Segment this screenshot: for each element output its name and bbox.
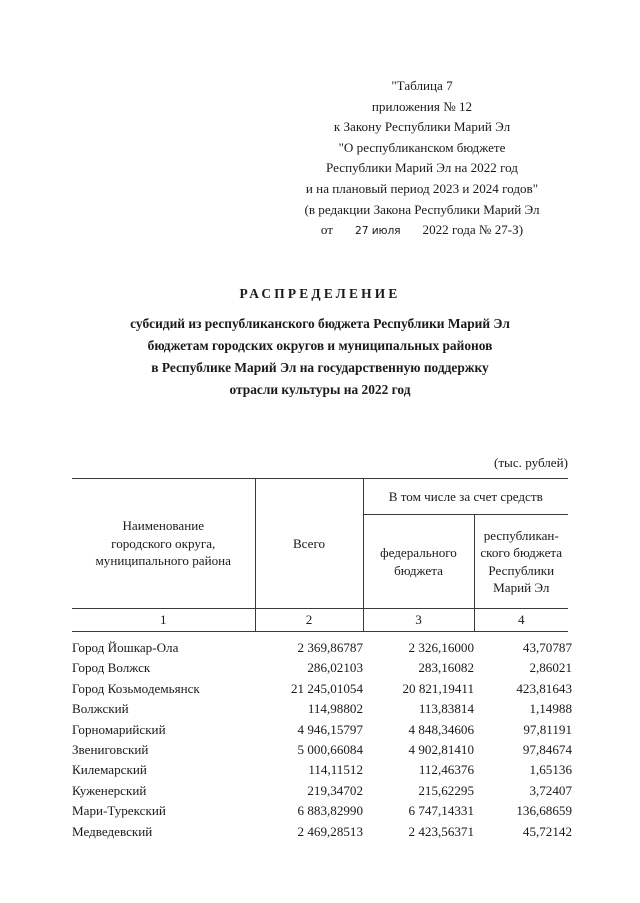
reference-line-5: Республики Марий Эл на 2022 год bbox=[326, 160, 518, 176]
cell-municipality-name: Килемарский bbox=[72, 762, 147, 778]
table-body-grid bbox=[72, 638, 572, 842]
units-note: (тыс. рублей) bbox=[493, 455, 568, 470]
table-row bbox=[72, 679, 572, 699]
table-row bbox=[72, 781, 572, 801]
cell-total: 4 946,15797 bbox=[297, 721, 363, 737]
table-row bbox=[72, 760, 572, 780]
cell-total: 286,02103 bbox=[307, 660, 363, 676]
title-heading: РАСПРЕДЕЛЕНИЕ bbox=[239, 286, 401, 301]
cell-federal-budget: 112,46376 bbox=[418, 762, 474, 778]
column-number-1: 1 bbox=[72, 609, 255, 632]
header-name-line-2: городского округа, bbox=[111, 535, 216, 551]
reference-block bbox=[272, 76, 572, 242]
cell-municipality-name: Горномарийский bbox=[72, 721, 166, 737]
header-federal-line-1: федерального bbox=[380, 545, 457, 560]
header-cell-republican bbox=[474, 515, 568, 609]
cell-total: 2 369,86787 bbox=[297, 640, 363, 655]
table-row bbox=[72, 699, 572, 719]
cell-republican-budget: 43,70787 bbox=[522, 640, 572, 655]
cell-republican-budget: 423,81643 bbox=[516, 680, 572, 696]
cell-municipality-name: Город Волжск bbox=[72, 660, 151, 676]
title-subtitle-line-1: субсидий из республиканского бюджета Республики Марий Эл bbox=[130, 316, 510, 331]
cell-federal-budget: 20 821,19411 bbox=[402, 680, 474, 696]
header-republican-line-1: республикан- bbox=[483, 527, 559, 543]
cell-federal-budget: 2 326,16000 bbox=[408, 640, 474, 655]
header-name-line-1: Наименование bbox=[122, 518, 205, 534]
cell-federal-budget: 283,16082 bbox=[418, 660, 474, 676]
title-subtitle bbox=[40, 313, 600, 401]
cell-republican-budget: 45,72142 bbox=[522, 823, 572, 839]
data-table-header bbox=[72, 478, 568, 632]
cell-republican-budget: 1,65136 bbox=[529, 762, 572, 778]
table-header-grid bbox=[72, 478, 568, 632]
cell-municipality-name: Медведевский bbox=[72, 823, 153, 839]
header-federal-line-2: бюджета bbox=[394, 562, 443, 578]
header-republican-line-3: Республики bbox=[488, 562, 555, 578]
title-subtitle-line-2: бюджетам городских округов и муниципальных районов bbox=[147, 338, 493, 353]
header-cell-federal bbox=[363, 515, 474, 609]
cell-municipality-name: Мари-Турекский bbox=[72, 803, 166, 819]
cell-total: 114,98802 bbox=[307, 701, 363, 717]
cell-republican-budget: 97,81191 bbox=[523, 721, 572, 737]
reference-line-4: "О республиканском бюджете bbox=[338, 139, 506, 155]
column-number-row bbox=[72, 609, 568, 632]
column-number-4: 4 bbox=[474, 609, 568, 632]
table-row bbox=[72, 801, 572, 821]
reference-line-3: к Закону Республики Марий Эл bbox=[333, 119, 511, 135]
reference-line-6: и на плановый период 2023 и 2024 годов" bbox=[305, 180, 539, 196]
cell-republican-budget: 1,14988 bbox=[529, 701, 572, 717]
header-cell-name bbox=[72, 479, 255, 609]
cell-municipality-name: Звениговский bbox=[72, 742, 149, 758]
header-row-top bbox=[72, 479, 568, 515]
cell-republican-budget: 2,86021 bbox=[529, 660, 572, 676]
cell-total: 21 245,01054 bbox=[290, 680, 363, 696]
cell-total: 219,34702 bbox=[307, 782, 363, 798]
cell-municipality-name: Куженерский bbox=[72, 782, 147, 798]
column-number-3: 3 bbox=[363, 609, 474, 632]
cell-federal-budget: 215,62295 bbox=[418, 782, 474, 798]
date-suffix: 2022 года № 27-З) bbox=[422, 222, 524, 238]
cell-republican-budget: 3,72407 bbox=[529, 782, 572, 798]
cell-total: 6 883,82990 bbox=[297, 803, 363, 819]
column-number-2: 2 bbox=[255, 609, 363, 632]
cell-total: 5 000,66084 bbox=[297, 742, 363, 758]
table-row bbox=[72, 740, 572, 760]
reference-line-2: приложения № 12 bbox=[371, 98, 473, 114]
table-row bbox=[72, 658, 572, 678]
reference-line-1: "Таблица 7 bbox=[391, 78, 453, 93]
cell-federal-budget: 4 902,81410 bbox=[408, 742, 474, 758]
cell-federal-budget: 113,83814 bbox=[418, 701, 474, 717]
cell-federal-budget: 4 848,34606 bbox=[408, 721, 474, 737]
reference-line-7: (в редакции Закона Республики Марий Эл bbox=[304, 201, 540, 217]
reference-date-line bbox=[272, 220, 572, 242]
cell-republican-budget: 136,68659 bbox=[516, 803, 572, 819]
page-title bbox=[40, 283, 600, 401]
header-cell-including: В том числе за счет средств bbox=[363, 479, 568, 515]
cell-municipality-name: Город Йошкар-Ола bbox=[72, 640, 179, 655]
header-republican-line-4: Марий Эл bbox=[493, 580, 550, 595]
cell-total: 2 469,28513 bbox=[297, 823, 363, 839]
date-prefix: от bbox=[320, 222, 334, 238]
table-row bbox=[72, 720, 572, 740]
header-republican-line-2: ского бюджета bbox=[480, 545, 563, 560]
cell-federal-budget: 6 747,14331 bbox=[408, 803, 474, 819]
title-subtitle-line-3: в Республике Марий Эл на государственную поддержку bbox=[151, 360, 489, 375]
cell-total: 114,11512 bbox=[308, 762, 363, 778]
date-handwritten-value: 27 июля bbox=[355, 224, 401, 238]
header-cell-total: Всего bbox=[255, 479, 363, 609]
header-name-line-3: муниципального района bbox=[95, 553, 231, 569]
cell-federal-budget: 2 423,56371 bbox=[408, 823, 474, 839]
cell-municipality-name: Город Козьмодемьянск bbox=[72, 680, 200, 696]
data-table-body bbox=[72, 638, 572, 842]
title-subtitle-line-4: отрасли культуры на 2022 год bbox=[229, 382, 411, 397]
table-row bbox=[72, 822, 572, 842]
cell-municipality-name: Волжский bbox=[72, 701, 129, 717]
cell-republican-budget: 97,84674 bbox=[522, 742, 572, 758]
table-row bbox=[72, 638, 572, 658]
